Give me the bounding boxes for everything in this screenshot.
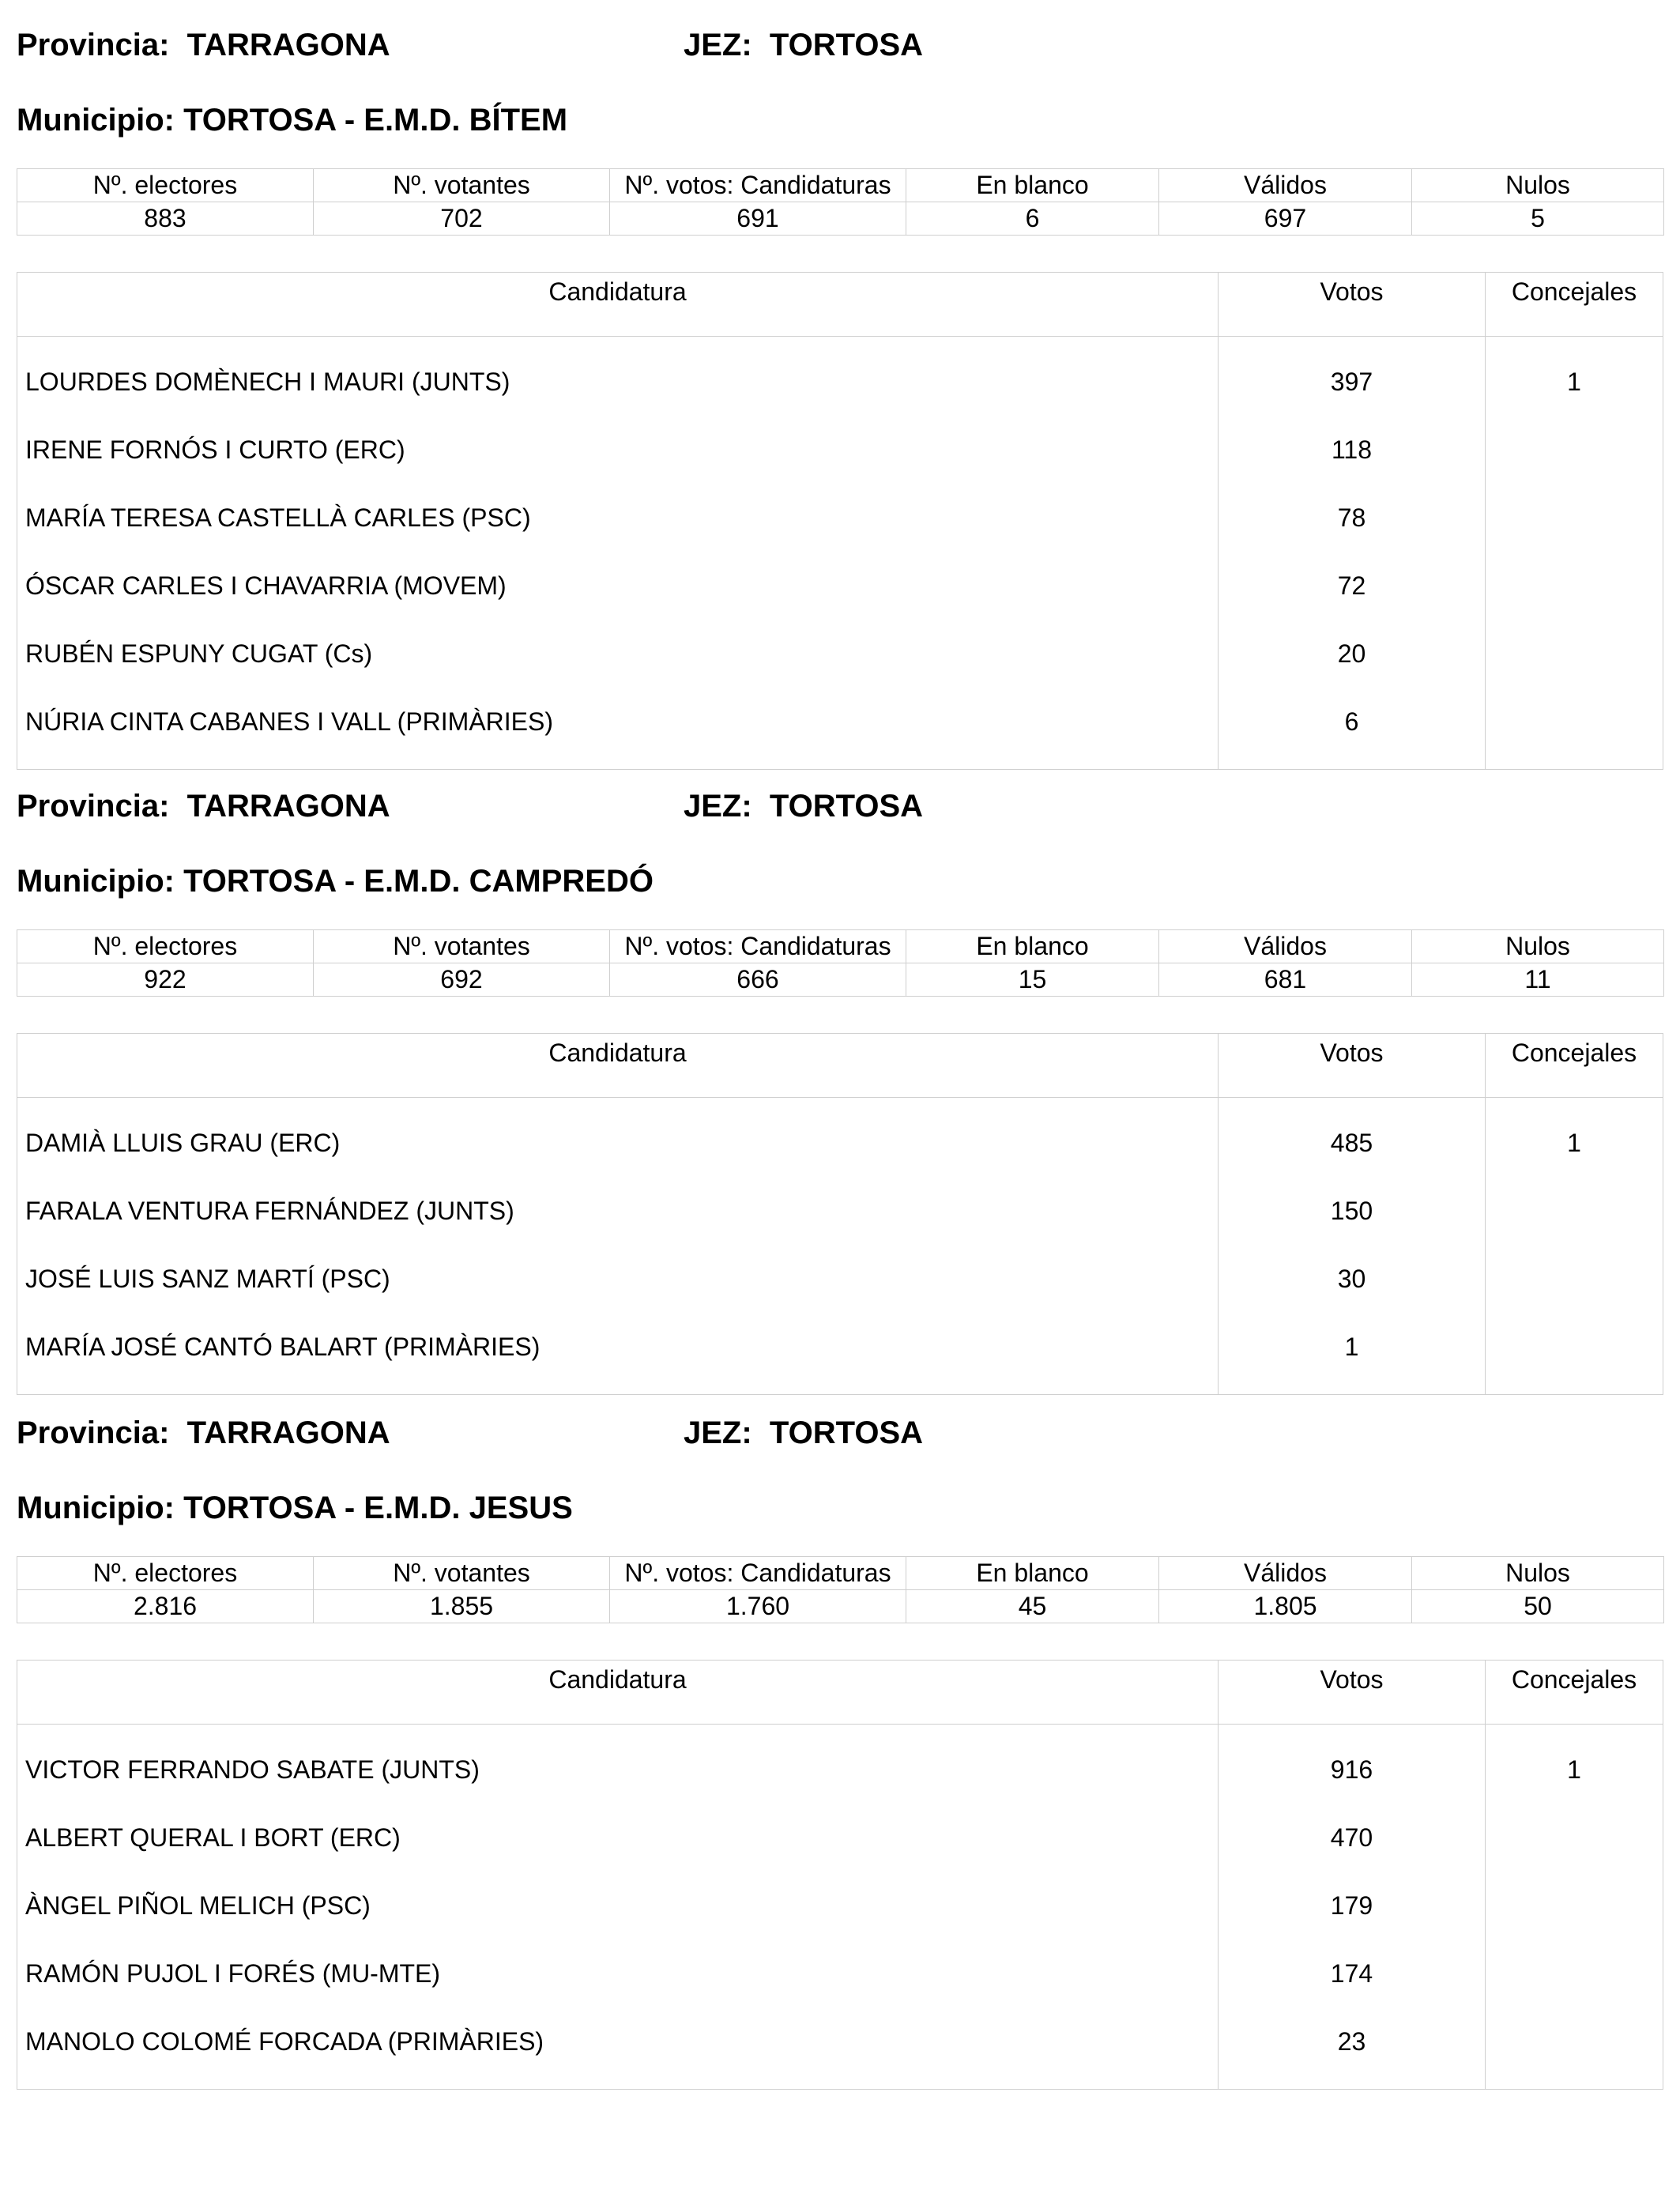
summary-value: 5 bbox=[1412, 202, 1664, 236]
jez-label: JEZ: TORTOSA bbox=[684, 28, 924, 62]
summary-value: 697 bbox=[1159, 202, 1412, 236]
summary-header: Nº. votos: Candidaturas bbox=[610, 930, 906, 963]
candidate-votes: 1 bbox=[1344, 1333, 1359, 1361]
summary-value: 11 bbox=[1412, 963, 1664, 997]
candidate-name: RAMÓN PUJOL I FORÉS (MU-MTE) bbox=[25, 1959, 441, 1988]
candidate-name: JOSÉ LUIS SANZ MARTÍ (PSC) bbox=[25, 1265, 390, 1293]
summary-header: Nº. votantes bbox=[314, 1557, 610, 1590]
candidate-name: DAMIÀ LLUIS GRAU (ERC) bbox=[25, 1129, 341, 1157]
candidate-votes: 23 bbox=[1337, 2027, 1366, 2056]
candidate-seats bbox=[1486, 695, 1663, 763]
summary-value-row bbox=[17, 1590, 1664, 1623]
candidate-votes: 485 bbox=[1330, 1129, 1373, 1157]
candidates-body bbox=[17, 1725, 1663, 2089]
candidate-seats bbox=[1486, 1320, 1663, 1388]
candidate-seats: 1 bbox=[1567, 368, 1581, 396]
candidate-name-column bbox=[17, 1725, 1219, 2089]
candidate-seats bbox=[1486, 1947, 1663, 2015]
summary-value: 691 bbox=[610, 202, 906, 236]
candidate-seats-column bbox=[1486, 337, 1663, 769]
candidate-seats-column bbox=[1486, 1725, 1663, 2089]
jez-value: TORTOSA bbox=[769, 789, 924, 824]
provincia-value: TARRAGONA bbox=[186, 1416, 390, 1450]
candidate-seats bbox=[1486, 1252, 1663, 1320]
summary-value: 6 bbox=[906, 202, 1159, 236]
candidate-votes: 20 bbox=[1337, 639, 1366, 668]
candidate-votes: 179 bbox=[1330, 1891, 1373, 1920]
summary-value: 681 bbox=[1159, 963, 1412, 997]
candidates-header bbox=[17, 1034, 1663, 1098]
summary-value: 50 bbox=[1412, 1590, 1664, 1623]
summary-header: Nº. electores bbox=[17, 169, 314, 202]
candidate-votes: 916 bbox=[1330, 1755, 1373, 1784]
summary-header: Válidos bbox=[1159, 1557, 1412, 1590]
provincia-label: Provincia: TARRAGONA bbox=[17, 28, 390, 62]
municipio-heading: Municipio: TORTOSA - E.M.D. JESUS bbox=[17, 1491, 573, 1525]
summary-header-row bbox=[17, 1557, 1664, 1590]
candidates-body bbox=[17, 1098, 1663, 1394]
candidate-seats bbox=[1486, 491, 1663, 559]
summary-header: Nulos bbox=[1412, 169, 1664, 202]
candidate-votes: 6 bbox=[1344, 707, 1359, 736]
candidate-name: LOURDES DOMÈNECH I MAURI (JUNTS) bbox=[25, 368, 510, 396]
candidate-votes-column bbox=[1219, 1098, 1486, 1394]
candidate-name: NÚRIA CINTA CABANES I VALL (PRIMÀRIES) bbox=[25, 707, 553, 736]
candidates-table bbox=[17, 1660, 1663, 2090]
concejales-header: Concejales bbox=[1511, 1665, 1637, 1694]
summary-value: 1.805 bbox=[1159, 1590, 1412, 1623]
candidate-name: VICTOR FERRANDO SABATE (JUNTS) bbox=[25, 1755, 480, 1784]
jez-label: JEZ: TORTOSA bbox=[684, 789, 924, 824]
municipio-heading: Municipio: TORTOSA - E.M.D. CAMPREDÓ bbox=[17, 864, 654, 899]
candidate-name: MARÍA TERESA CASTELLÀ CARLES (PSC) bbox=[25, 503, 531, 532]
provincia-value: TARRAGONA bbox=[186, 789, 390, 824]
summary-header: En blanco bbox=[906, 1557, 1159, 1590]
municipio-value: TORTOSA - E.M.D. CAMPREDÓ bbox=[183, 864, 654, 899]
summary-header: Nº. votos: Candidaturas bbox=[610, 169, 906, 202]
summary-header-row bbox=[17, 930, 1664, 963]
summary-header: Nº. votantes bbox=[314, 169, 610, 202]
candidates-header bbox=[17, 273, 1663, 337]
votos-header: Votos bbox=[1219, 1661, 1486, 1724]
candidate-name: ÀNGEL PIÑOL MELICH (PSC) bbox=[25, 1891, 371, 1920]
summary-value: 702 bbox=[314, 202, 610, 236]
candidate-name: ÓSCAR CARLES I CHAVARRIA (MOVEM) bbox=[25, 571, 507, 600]
summary-table bbox=[17, 168, 1664, 236]
candidate-votes: 150 bbox=[1330, 1197, 1373, 1225]
concejales-header: Concejales bbox=[1511, 277, 1637, 306]
candidatura-header: Candidatura bbox=[17, 273, 1219, 336]
candidate-votes: 78 bbox=[1337, 503, 1366, 532]
candidate-votes-column bbox=[1219, 337, 1486, 769]
candidatura-header: Candidatura bbox=[17, 1034, 1219, 1097]
candidate-votes: 174 bbox=[1330, 1959, 1373, 1988]
summary-header: Nulos bbox=[1412, 1557, 1664, 1590]
concejales-header: Concejales bbox=[1511, 1039, 1637, 1067]
summary-value: 45 bbox=[906, 1590, 1159, 1623]
candidate-name: MARÍA JOSÉ CANTÓ BALART (PRIMÀRIES) bbox=[25, 1333, 541, 1361]
candidate-seats bbox=[1486, 1811, 1663, 1879]
summary-value: 922 bbox=[17, 963, 314, 997]
jez-value: TORTOSA bbox=[769, 28, 924, 62]
candidate-name: ALBERT QUERAL I BORT (ERC) bbox=[25, 1823, 401, 1852]
candidate-name: RUBÉN ESPUNY CUGAT (Cs) bbox=[25, 639, 373, 668]
candidate-seats bbox=[1486, 1879, 1663, 1947]
candidate-seats bbox=[1486, 559, 1663, 627]
jez-label: JEZ: TORTOSA bbox=[684, 1416, 924, 1450]
summary-header: Nº. votantes bbox=[314, 930, 610, 963]
candidates-table bbox=[17, 1033, 1663, 1395]
summary-value-row bbox=[17, 963, 1664, 997]
summary-header: En blanco bbox=[906, 930, 1159, 963]
candidate-name-column bbox=[17, 337, 1219, 769]
summary-header: Nº. electores bbox=[17, 930, 314, 963]
summary-value: 2.816 bbox=[17, 1590, 314, 1623]
provincia-label: Provincia: TARRAGONA bbox=[17, 1416, 390, 1450]
candidate-name: FARALA VENTURA FERNÁNDEZ (JUNTS) bbox=[25, 1197, 514, 1225]
candidate-votes: 118 bbox=[1331, 435, 1372, 464]
candidate-votes: 72 bbox=[1337, 571, 1366, 600]
municipio-value: TORTOSA - E.M.D. JESUS bbox=[183, 1491, 573, 1525]
candidate-name: MANOLO COLOMÉ FORCADA (PRIMÀRIES) bbox=[25, 2027, 544, 2056]
summary-value: 1.760 bbox=[610, 1590, 906, 1623]
municipio-value: TORTOSA - E.M.D. BÍTEM bbox=[183, 103, 568, 138]
candidate-seats bbox=[1486, 1184, 1663, 1252]
candidate-seats: 1 bbox=[1567, 1129, 1581, 1157]
candidate-name-column bbox=[17, 1098, 1219, 1394]
candidate-votes: 470 bbox=[1330, 1823, 1373, 1852]
provincia-value: TARRAGONA bbox=[186, 28, 390, 62]
summary-value: 15 bbox=[906, 963, 1159, 997]
summary-header: En blanco bbox=[906, 169, 1159, 202]
municipio-heading: Municipio: TORTOSA - E.M.D. BÍTEM bbox=[17, 103, 568, 138]
candidate-seats bbox=[1486, 423, 1663, 491]
jez-value: TORTOSA bbox=[769, 1416, 924, 1450]
candidates-body bbox=[17, 337, 1663, 769]
candidate-seats bbox=[1486, 2015, 1663, 2083]
candidate-votes: 30 bbox=[1337, 1265, 1366, 1293]
summary-header: Nº. electores bbox=[17, 1557, 314, 1590]
summary-table bbox=[17, 1556, 1664, 1623]
candidate-seats bbox=[1486, 627, 1663, 695]
provincia-label: Provincia: TARRAGONA bbox=[17, 789, 390, 824]
summary-value: 666 bbox=[610, 963, 906, 997]
candidate-name: IRENE FORNÓS I CURTO (ERC) bbox=[25, 435, 405, 464]
candidatura-header: Candidatura bbox=[17, 1661, 1219, 1724]
candidate-votes: 397 bbox=[1330, 368, 1373, 396]
candidate-votes-column bbox=[1219, 1725, 1486, 2089]
summary-value: 692 bbox=[314, 963, 610, 997]
summary-value: 883 bbox=[17, 202, 314, 236]
candidates-header bbox=[17, 1661, 1663, 1725]
summary-header: Nulos bbox=[1412, 930, 1664, 963]
candidates-table bbox=[17, 272, 1663, 770]
summary-table bbox=[17, 929, 1664, 997]
votos-header: Votos bbox=[1219, 1034, 1486, 1097]
summary-header: Nº. votos: Candidaturas bbox=[610, 1557, 906, 1590]
summary-header-row bbox=[17, 169, 1664, 202]
summary-value: 1.855 bbox=[314, 1590, 610, 1623]
votos-header: Votos bbox=[1219, 273, 1486, 336]
candidate-seats: 1 bbox=[1567, 1755, 1581, 1784]
summary-header: Válidos bbox=[1159, 169, 1412, 202]
summary-header: Válidos bbox=[1159, 930, 1412, 963]
candidate-seats-column bbox=[1486, 1098, 1663, 1394]
summary-value-row bbox=[17, 202, 1664, 236]
